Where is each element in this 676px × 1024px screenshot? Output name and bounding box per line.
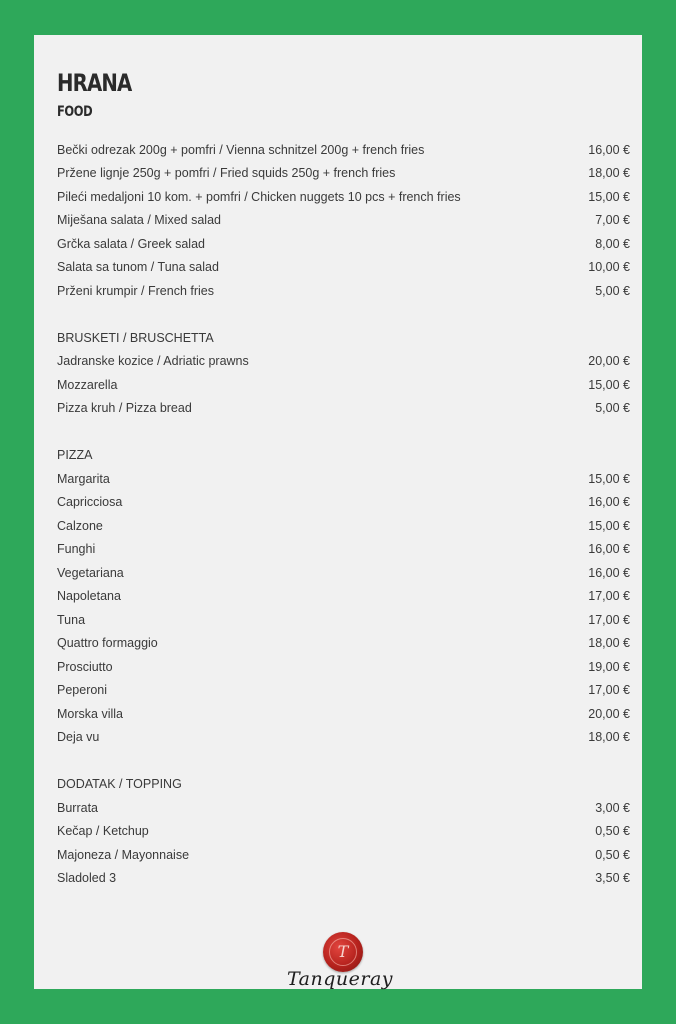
menu-item-price: 20,00 €	[588, 706, 630, 721]
brand-logo	[285, 932, 395, 1002]
menu-item-name: Tuna	[57, 612, 86, 627]
menu-item	[57, 138, 630, 162]
menu-item	[57, 538, 630, 562]
menu-item-price: 18,00 €	[588, 730, 630, 745]
menu-item	[57, 350, 630, 374]
menu-item	[57, 820, 630, 844]
menu-item	[57, 279, 630, 303]
menu-item-price: 18,00 €	[588, 636, 630, 651]
menu-item-price: 3,00 €	[595, 800, 630, 815]
menu-item	[57, 185, 630, 209]
menu-item	[57, 256, 630, 280]
menu-item	[57, 843, 630, 867]
menu-item	[57, 726, 630, 750]
menu-item	[57, 867, 630, 891]
menu-item-name: Grčka salata / Greek salad	[57, 236, 205, 251]
menu-item-price: 16,00 €	[588, 142, 630, 157]
menu-item	[57, 467, 630, 491]
menu-item-name: Funghi	[57, 542, 96, 557]
menu-item-price: 17,00 €	[588, 683, 630, 698]
menu-item	[57, 632, 630, 656]
menu-item	[57, 796, 630, 820]
menu-item-name: Napoletana	[57, 589, 121, 604]
menu-item-price: 17,00 €	[588, 589, 630, 604]
menu-item-name: Pržene lignje 250g + pomfri / Fried squids 250g + french fries	[57, 166, 396, 181]
menu-item	[57, 608, 630, 632]
menu-item	[57, 561, 630, 585]
menu-item-price: 8,00 €	[595, 236, 630, 251]
menu-item-price: 15,00 €	[588, 189, 630, 204]
page-subtitle: FOOD	[57, 104, 93, 120]
menu-item-price: 16,00 €	[588, 542, 630, 557]
menu-item-price: 15,00 €	[588, 471, 630, 486]
tanqueray-seal-icon: T	[323, 932, 363, 972]
menu-item	[57, 373, 630, 397]
menu-item-name: Sladoled 3	[57, 871, 117, 886]
menu-item-name: Prženi krumpir / French fries	[57, 283, 214, 298]
menu-item-price: 18,00 €	[588, 166, 630, 181]
menu-item	[57, 514, 630, 538]
menu-item-price: 16,00 €	[588, 565, 630, 580]
menu-item-price: 15,00 €	[588, 377, 630, 392]
menu-item-name: Prosciutto	[57, 659, 113, 674]
menu-item-name: Pizza kruh / Pizza bread	[57, 401, 192, 416]
menu-item	[57, 232, 630, 256]
menu-item	[57, 162, 630, 186]
menu-item-name: Jadranske kozice / Adriatic prawns	[57, 354, 249, 369]
menu-item	[57, 702, 630, 726]
menu-item-name: Bečki odrezak 200g + pomfri / Vienna schnitzel 200g + french fries	[57, 142, 425, 157]
section-heading: PIZZA	[57, 448, 93, 463]
menu-item	[57, 679, 630, 703]
menu-item-name: Deja vu	[57, 730, 100, 745]
menu-list	[57, 138, 630, 890]
menu-item-name: Mozzarella	[57, 377, 118, 392]
menu-item-name: Morska villa	[57, 706, 123, 721]
menu-item-name: Majoneza / Mayonnaise	[57, 847, 190, 862]
menu-item-price: 16,00 €	[588, 495, 630, 510]
menu-item-name: Pileći medaljoni 10 kom. + pomfri / Chicken nuggets 10 pcs + french fries	[57, 189, 461, 204]
menu-item-name: Miješana salata / Mixed salad	[57, 213, 221, 228]
menu-item	[57, 585, 630, 609]
menu-item-name: Capricciosa	[57, 495, 123, 510]
menu-item-price: 7,00 €	[595, 213, 630, 228]
menu-item-price: 0,50 €	[595, 824, 630, 839]
brand-wordmark: Tanqueray	[286, 968, 394, 990]
menu-item-name: Vegetariana	[57, 565, 124, 580]
section-heading: DODATAK / TOPPING	[57, 777, 182, 792]
menu-item-price: 3,50 €	[595, 871, 630, 886]
menu-item-price: 20,00 €	[588, 354, 630, 369]
section-heading: BRUSKETI / BRUSCHETTA	[57, 330, 214, 345]
menu-item-price: 5,00 €	[595, 283, 630, 298]
menu-item	[57, 397, 630, 421]
menu-item-name: Salata sa tunom / Tuna salad	[57, 260, 219, 275]
menu-item-name: Peperoni	[57, 683, 108, 698]
menu-item-name: Margarita	[57, 471, 110, 486]
menu-item-name: Calzone	[57, 518, 103, 533]
menu-item-name: Burrata	[57, 800, 98, 815]
menu-item-price: 5,00 €	[595, 401, 630, 416]
menu-item	[57, 209, 630, 233]
section-spacer	[57, 420, 630, 444]
menu-item	[57, 491, 630, 515]
section-spacer	[57, 749, 630, 773]
menu-item-price: 17,00 €	[588, 612, 630, 627]
menu-item-price: 0,50 €	[595, 847, 630, 862]
menu-item-name: Quattro formaggio	[57, 636, 158, 651]
menu-item-price: 10,00 €	[588, 260, 630, 275]
section-spacer	[57, 303, 630, 327]
page-title: HRANA	[57, 69, 132, 97]
menu-item-name: Kečap / Ketchup	[57, 824, 149, 839]
menu-item-price: 19,00 €	[588, 659, 630, 674]
menu-item-price: 15,00 €	[588, 518, 630, 533]
menu-sheet	[34, 35, 642, 989]
menu-item	[57, 655, 630, 679]
